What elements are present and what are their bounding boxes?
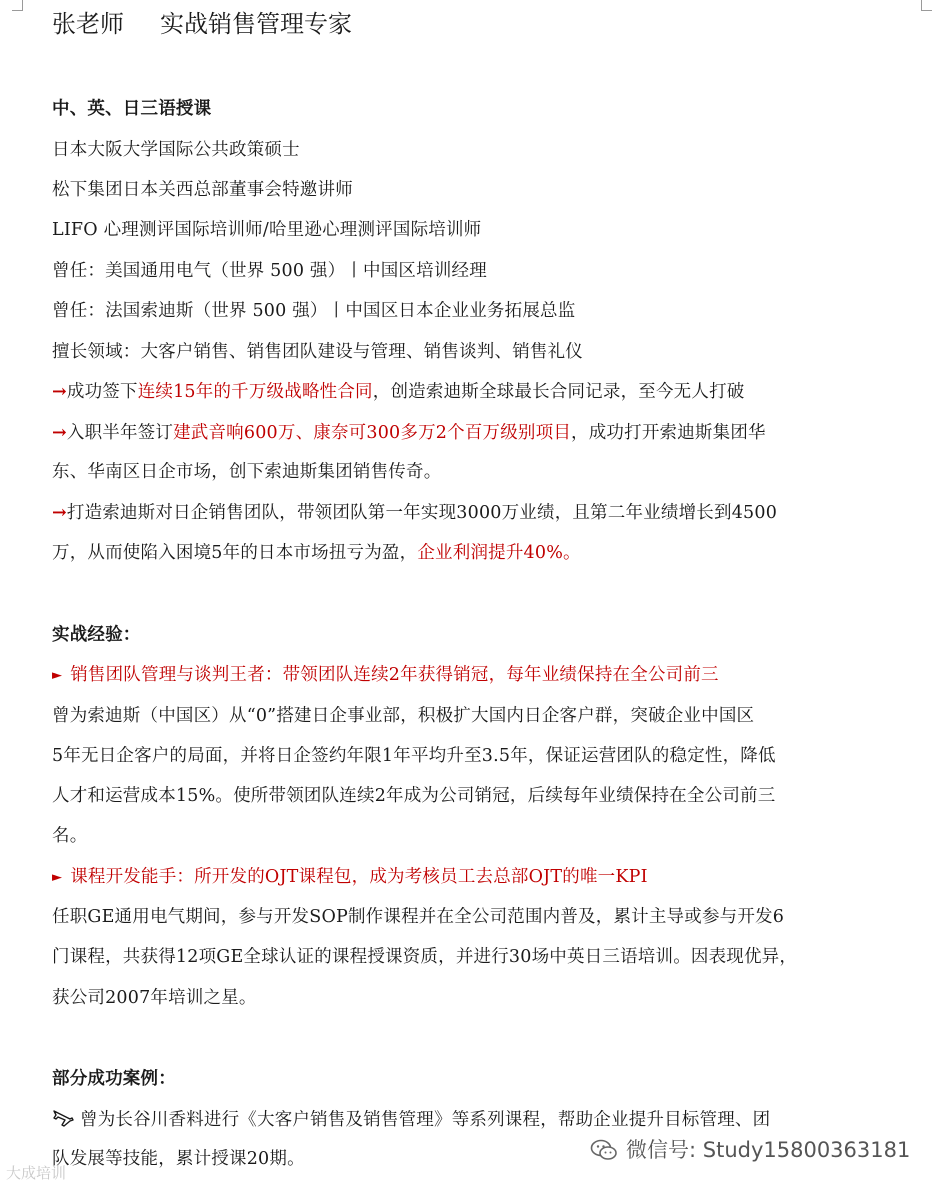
triangle-bullet-icon: ►	[52, 870, 63, 885]
highlight-text: 连续15年的千万级战略性合同	[137, 382, 373, 402]
degree-line: 日本大阪大学国际公共政策硕士	[52, 140, 300, 160]
page-corner-mark	[921, 0, 932, 11]
experience-item-2-line: 门课程，共获得12项GE全球认证的课程授课资质，并进行30场中英日三语培训。因表现优异，	[52, 947, 798, 967]
achievement-2: →入职半年签订建武音响600万、康奈可300多万2个百万级别项目，成功打开索迪斯集团华	[52, 423, 766, 443]
wechat-icon	[590, 1139, 618, 1161]
achievement-3: →打造索迪斯对日企销售团队，带领团队第一年实现3000万业绩，且第二年业绩增长到4500	[52, 503, 778, 523]
achievement-2-continued: 东、华南区日企市场，创下索迪斯集团销售传奇。	[52, 462, 442, 482]
experience-item-1-line: 5年无日企客户的局面，并将日企签约年限1年平均升至3.5年，保证运营团队的稳定性，降低	[52, 746, 776, 766]
experience-item-1-line: 名。	[52, 826, 88, 846]
plane-icon	[52, 1108, 74, 1128]
highlight-text: 企业利润提升40%。	[417, 543, 581, 563]
arrow-icon: →	[52, 382, 67, 402]
case-line: 队发展等技能，累计授课20期。	[52, 1149, 305, 1169]
expertise-line: 擅长领域：大客户销售、销售团队建设与管理、销售谈判、销售礼仪	[52, 342, 583, 362]
languages-line: 中、英、日三语授课	[52, 99, 212, 119]
triangle-bullet-icon: ►	[52, 668, 63, 683]
lecturer-line: 松下集团日本关西总部董事会特邀讲师	[52, 180, 353, 200]
experience-item-1-line: 曾为索迪斯（中国区）从“0”搭建日企事业部，积极扩大国内日企客户群，突破企业中国区	[52, 706, 755, 726]
experience-item-2-title: ► 课程开发能手：所开发的OJT课程包，成为考核员工去总部OJT的唯一KPI	[52, 867, 648, 887]
experience-item-1-line: 人才和运营成本15%。使所带领团队连续2年成为公司销冠，后续每年业绩保持在全公司前三	[52, 786, 776, 806]
achievement-1: →成功签下连续15年的千万级战略性合同，创造索迪斯全球最长合同记录，至今无人打破	[52, 382, 745, 402]
teacher-title: 实战销售管理专家	[160, 10, 352, 38]
page-corner-mark	[12, 0, 23, 11]
achievement-3-continued: 万，从而使陷入困境5年的日本市场扭亏为盈，企业利润提升40%。	[52, 543, 581, 563]
trainer-line: LIFO 心理测评国际培训师/哈里逊心理测评国际培训师	[52, 220, 482, 240]
wechat-watermark: 微信号: Study15800363181	[590, 1134, 910, 1164]
experience-heading: 实战经验：	[52, 625, 141, 645]
document-title	[52, 8, 352, 40]
experience-item-2-line: 任职GE通用电气期间，参与开发SOP制作课程并在全公司范围内普及，累计主导或参与开发6	[52, 907, 785, 927]
cases-heading: 部分成功案例：	[52, 1069, 176, 1089]
experience-item-2-line: 获公司2007年培训之星。	[52, 988, 257, 1008]
case-line: 曾为长谷川香料进行《大客户销售及销售管理》等系列课程，帮助企业提升目标管理、团	[52, 1108, 770, 1131]
teacher-name: 张老师	[52, 10, 124, 38]
experience-item-1-title: ► 销售团队管理与谈判王者：带领团队连续2年获得销冠，每年业绩保持在全公司前三	[52, 665, 719, 685]
arrow-icon: →	[52, 503, 67, 523]
highlight-text: 建武音响600万、康奈可300多万2个百万级别项目	[173, 423, 572, 443]
arrow-icon: →	[52, 423, 67, 443]
training-logo: 大成培训	[6, 1164, 67, 1182]
former-role-1: 曾任：美国通用电气（世界 500 强）丨中国区培训经理	[52, 261, 487, 281]
former-role-2: 曾任：法国索迪斯（世界 500 强）丨中国区日本企业业务拓展总监	[52, 301, 576, 321]
